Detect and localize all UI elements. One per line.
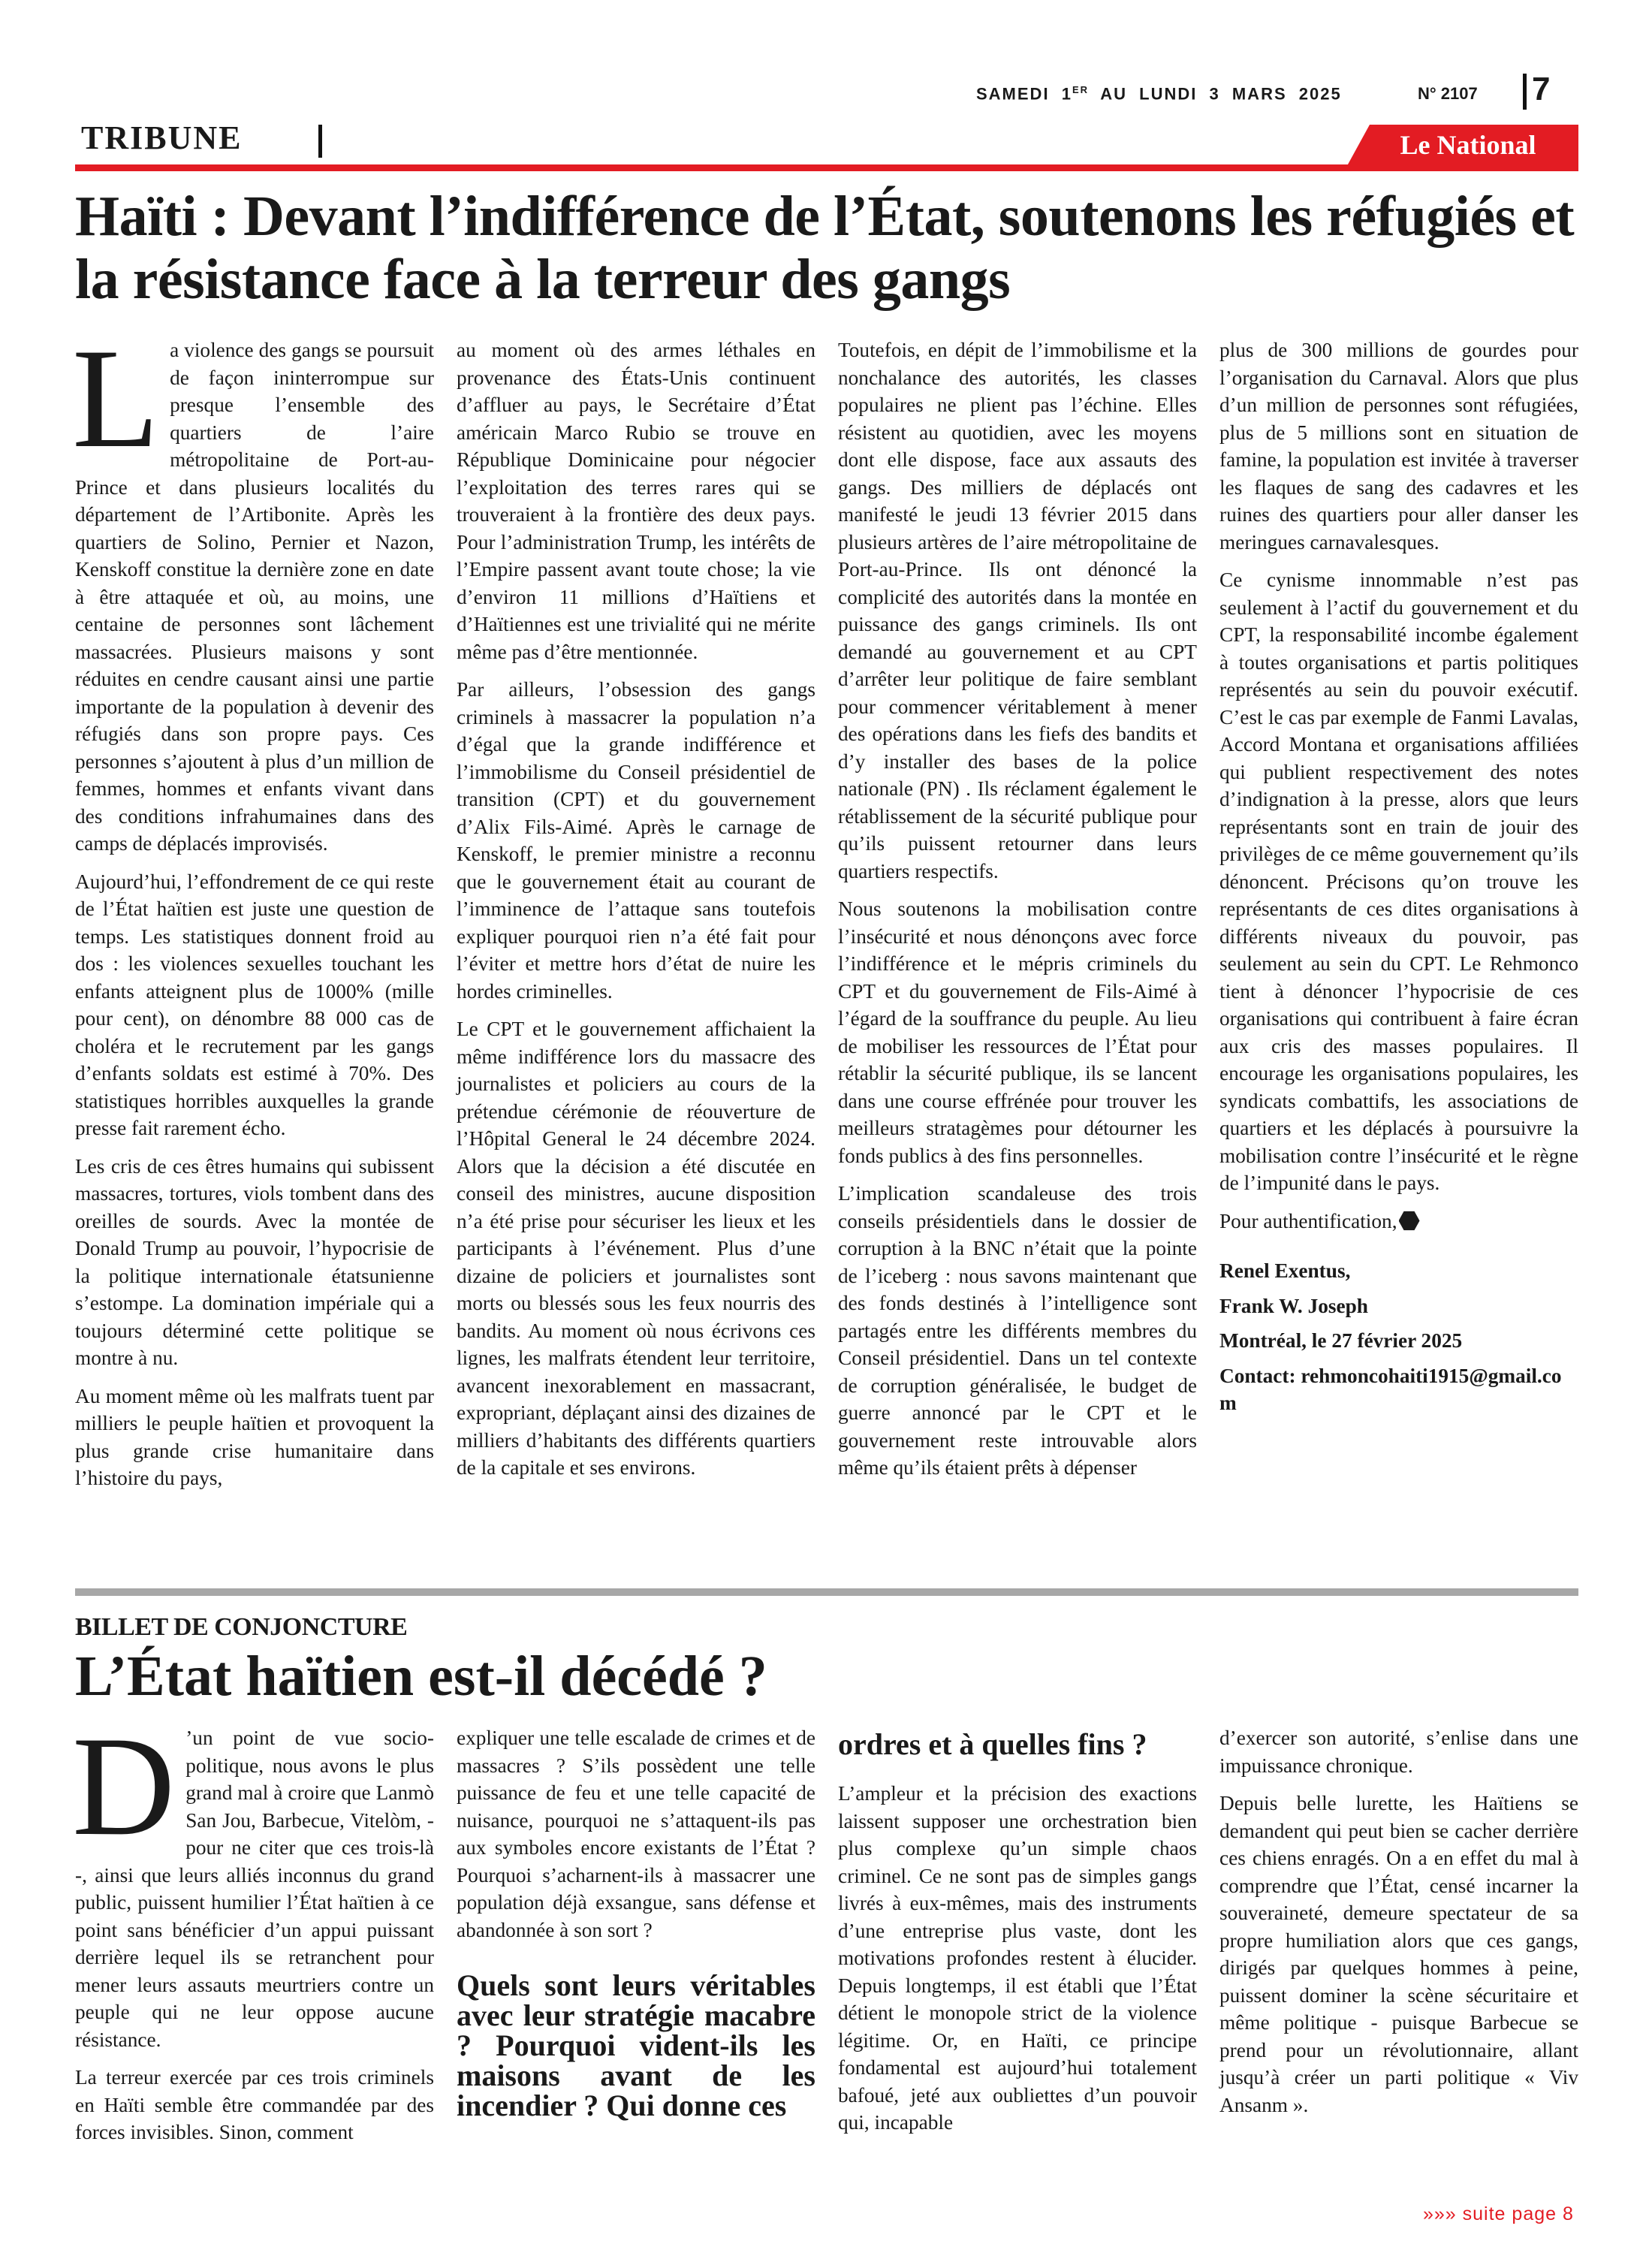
paragraph: Depuis belle lurette, les Haïtiens se demandent qui peut bien se cacher derrière ces chiens enragés. On a en effet du mal à comprendre que l’État, censé incarner la souveraineté, demeure spectateur de sa propre humiliation alors que ces gangs, dirigés par quelques hommes à peine, puissent dominer la scène sécuritaire et même politique - puisque Barbecue se prend pour un révolutionnaire, allant jusqu’à créer un parti politique « Viv Ansanm ».	[1219, 1792, 1578, 2116]
continued-link[interactable]: »»» suite page 8	[1423, 2203, 1574, 2224]
signature-block	[1219, 1257, 1578, 1417]
paragraph: plus de 300 millions de gourdes pour l’organisation du Carnaval. Alors que plus d’un million de personnes sont réfugiées, plus de 5 millions sont en situation de famine, la population est invitée à traverser les flaques de sang des cadavres et les ruines des quartiers pour aller danser les meringues carnavalesques.	[1219, 339, 1578, 553]
signature-contact: Contact: rehmoncohaiti1915@gmail.com	[1219, 1364, 1562, 1414]
paragraph: L’ampleur et la précision des exactions laissent supposer une orchestration bien plus complexe qu’un simple chaos criminel. Ce ne sont pas de simples gangs livrés à eux-mêmes, mais des instruments d’une entreprise plus vaste, dont les motivations profondes restent à élucider. Depuis longtemps, il est établi que l’État détient le monopole strict de la violence légitime. Or, en Haïti, ce principe fondamental est aujourd’hui totalement bafoué, jeté aux oubliettes d’un pouvoir qui, incapable	[838, 1782, 1197, 2134]
article-column-2	[457, 336, 815, 1482]
signature-name: Frank W. Joseph	[1219, 1294, 1368, 1317]
issue-number: N° 2107	[1418, 84, 1478, 103]
paragraph: Les cris de ces êtres humains qui subissent massacres, tortures, viols tombent dans des oreilles de sourds. Avec la montée de Donald Trump au pouvoir, l’hypocrisie de la politique internationale étatsunienne s’estompe. La domination impériale qui a toujours déterminé cette politique se montre à nu.	[75, 1154, 434, 1369]
page-number: 7	[1532, 71, 1551, 107]
paragraph: Toutefois, en dépit de l’immobilisme et la nonchalance des autorités, les classes populaires ne plient pas l’échine. Elles résistent au quotidien, avec les moyens dont elle dispose, face aux assauts des gangs. Des milliers de déplacés ont manifesté le jeudi 13 février 2015 dans plusieurs artères de l’aire métropolitaine de Port-au-Prince. Ils ont dénoncé la complicité des autorités dans la montée en puissance des gangs criminels. Ils ont demandé au gouvernement et au CPT d’arrêter leur politique de faire semblant pour commencer véritablement à mener des opérations dans les fiefs des bandits et d’y installer des bases de la police nationale (PN) . Ils réclament également le rétablissement de la sécurité publique pour qu’ils puissent retourner dans leurs quartiers respectifs.	[838, 339, 1197, 882]
rubric-label: BILLET DE CONJONCTURE	[75, 1613, 408, 1641]
article-column-4	[1219, 1724, 1578, 2119]
issue-date: SAMEDI 1ER AU LUNDI 3 MARS 2025	[976, 84, 1342, 104]
paragraph: Le CPT et le gouvernement affichaient la même indifférence lors du massacre des journalistes et policiers au cours de la prétendue cérémonie de réouverture de l’Hôpital General le 24 décembre 2024. Alors que la décision a été discutée en conseil des ministres, aucune disposition n’a été prise pour sécuriser les lieux et les participants à l’événement. Plus d’une dizaine de policiers et journalistes sont morts ou blessés sous les feux nourris des bandits. Au moment où nous écrivons ces lignes, les malfrats étendent leur territoire, avancent inexorablement en massacrant, expropriant, déplaçant ainsi des dizaines de milliers d’habitants des différents quartiers de la capitale et ses environs.	[457, 1018, 815, 1479]
paragraph: Nous soutenons la mobilisation contre l’insécurité et nous dénonçons avec force l’indifférence et le mépris criminels du CPT et du gouvernement de Fils-Aimé à l’égard de la souffrance du peuple. Au lieu de mobiliser les ressources de l’État pour rétablir la sécurité publique, ils se lancent dans une course effrénée pour trouver les meilleurs stratagèmes pour détourner les fonds publics à des fins personnelles.	[838, 897, 1197, 1167]
section-divider	[318, 125, 322, 158]
signature-place-date: Montréal, le 27 février 2025	[1219, 1329, 1463, 1352]
article-headline: Haïti : Devant l’indifférence de l’État, soutenons les réfugiés et la résistance face à la terreur des gangs	[75, 185, 1575, 311]
subheading: Quels sont leurs véritables avec leur stratégie macabre ? Pourquoi vident-ils les maisons avant de les incendier ? Qui donne ces	[457, 1968, 815, 2122]
drop-cap: D	[72, 1708, 176, 1865]
page-number-divider	[1523, 74, 1527, 110]
paragraph: au moment où des armes léthales en provenance des États-Unis continuent d’affluer au pays, le Secrétaire d’État américain Marco Rubio se trouve en République Dominicaine pour négocier l’exploitation des terres rares qui se trouveraient à la frontière des deux pays. Pour l’administration Trump, les intérêts de l’Empire passent avant toute chose; la vie d’environ 11 millions d’Haïtiens et d’Haïtiennes est une trivialité qui ne mérite même pas d’être mentionnée.	[457, 339, 815, 663]
paragraph: a violence des gangs se poursuit de façon ininterrompue sur presque l’ensemble des quartiers de l’aire métropolitaine de Port-au-Prince et dans plusieurs localités du département de l’Artibonite. Après les quartiers de Solino, Pernier et Nazon, Kenskoff constitue la dernière zone en date à être attaquée et où, au moins, une centaine de personnes sont lâchement massacrées. Plusieurs maisons y sont réduites en cendre causant ainsi une partie importante de la population à devenir des réfugiés dans son propre pays. Ces personnes s’ajoutent à plus d’un million de femmes, hommes et enfants vivant dans des conditions infrahumaines dans des camps de déplacés improvisés.	[75, 339, 434, 855]
article-headline: L’État haïtien est-il décédé ?	[75, 1645, 767, 1708]
section-label: TRIBUNE	[81, 119, 243, 156]
paragraph: L’implication scandaleuse des trois conseils présidentiels dans le dossier de corruption à la BNC n’était que la pointe de l’iceberg : nous savons maintenant que des fonds destinés à l’intelligence sont partagés entre les différents membres du Conseil présidentiel. Dans un tel contexte de corruption généralisée, le budget de guerre annoncé par le CPT et le gouvernement reste introuvable alors même qu’ils étaient prêts à dépenser	[838, 1182, 1197, 1479]
paragraph: d’exercer son autorité, s’enlise dans une impuissance chronique.	[1219, 1727, 1578, 1777]
paragraph: Pour authentification,	[1219, 1208, 1578, 1235]
drop-cap: L	[72, 320, 160, 478]
article-column-1	[72, 320, 434, 1492]
article-column-4	[1219, 336, 1578, 1425]
brand-name: Le National	[1400, 130, 1536, 160]
article-column-3	[838, 1724, 1197, 2137]
article-divider	[75, 1588, 1578, 1596]
end-mark-icon	[1399, 1211, 1420, 1232]
paragraph: Au moment même où les malfrats tuent par milliers le peuple haïtien et provoquent la plus grande crise humanitaire dans l’histoire du pays,	[75, 1384, 434, 1489]
subheading-continued: ordres et à quelles fins ?	[838, 1727, 1147, 1761]
article-column-1	[72, 1708, 434, 2146]
paragraph: Aujourd’hui, l’effondrement de ce qui reste de l’État haïtien est juste une question de temps. Les statistiques donnent froid au dos : les violences sexuelles touchant les enfants atteignent plus de 1000% (mille pour cent), on dénombre 88 000 cas de choléra et le recrutement par les gangs d’enfants soldats est estimé à 70%. Des statistiques horribles auxquelles la grande presse fait rarement écho.	[75, 870, 434, 1139]
paragraph: La terreur exercée par ces trois criminels en Haïti semble être commandée par des forces invisibles. Sinon, comment	[75, 2066, 434, 2143]
paragraph: expliquer une telle escalade de crimes et de massacres ? S’ils possèdent une telle puissance de feu et une telle capacité de nuisance, pourquoi ne s’attaquent-ils pas aux symboles encore existants de l’État ? Pourquoi s’acharnent-ils à massacrer une population déjà exsangue, sans défense et abandonnée à son sort ?	[457, 1727, 815, 1941]
paragraph: Ce cynisme innommable n’est pas seulement à l’actif du gouvernement et du CPT, la responsabilité incombe également à toutes organisations et partis politiques représentés au sein du pouvoir exécutif. C’est le cas par exemple de Fanmi Lavalas, Accord Montana et organisations affiliées qui publient respectivement des notes d’indignation à la presse, alors que leurs représentants sont en train de jouir des privilèges de ce même gouvernement qu’ils dénoncent. Précisons qu’on trouve les représentants de ces dites organisations à différents niveaux du pouvoir, pas seulement au sein du CPT. Le Rehmonco tient à dénoncer l’hypocrisie de ces organisations qui contribuent à faire écran aux cris des masses populaires. Il encourage les organisations populaires, les syndicats combattifs, les associations de quartiers et les déplacés à poursuivre la mobilisation contre l’insécurité et le règne de l’impunité dans le pays.	[1219, 569, 1578, 1194]
article-column-3	[838, 336, 1197, 1482]
paragraph: Par ailleurs, l’obsession des gangs criminels à massacrer la population n’a d’égal que la grande indifférence et l’immobilisme du Conseil présidentiel de transition (CPT) et du gouvernement d’Alix Fils-Aimé. Après le carnage de Kenskoff, le premier ministre a reconnu que le gouvernement était au courant de l’imminence de l’attaque sans toutefois expliquer pourquoi rien n’a été fait pour l’éviter et mettre hors d’état de nuire les hordes criminelles.	[457, 678, 815, 1003]
paragraph: ’un point de vue socio-politique, nous avons le plus grand mal à croire que Lanmò San Jou, Barbecue, Vitelòm, - pour ne citer que ces trois-là -, ainsi que leurs alliés inconnus du grand public, puissent humilier l’État haïtien à ce point sans bénéficier d’un appui puissant derrière lequel ils se retranchent pour mener leurs assauts meurtriers contre un peuple qui ne leur oppose aucune résistance.	[75, 1727, 434, 2051]
signature-name: Renel Exentus,	[1219, 1259, 1351, 1282]
article-column-2	[457, 1724, 815, 2130]
